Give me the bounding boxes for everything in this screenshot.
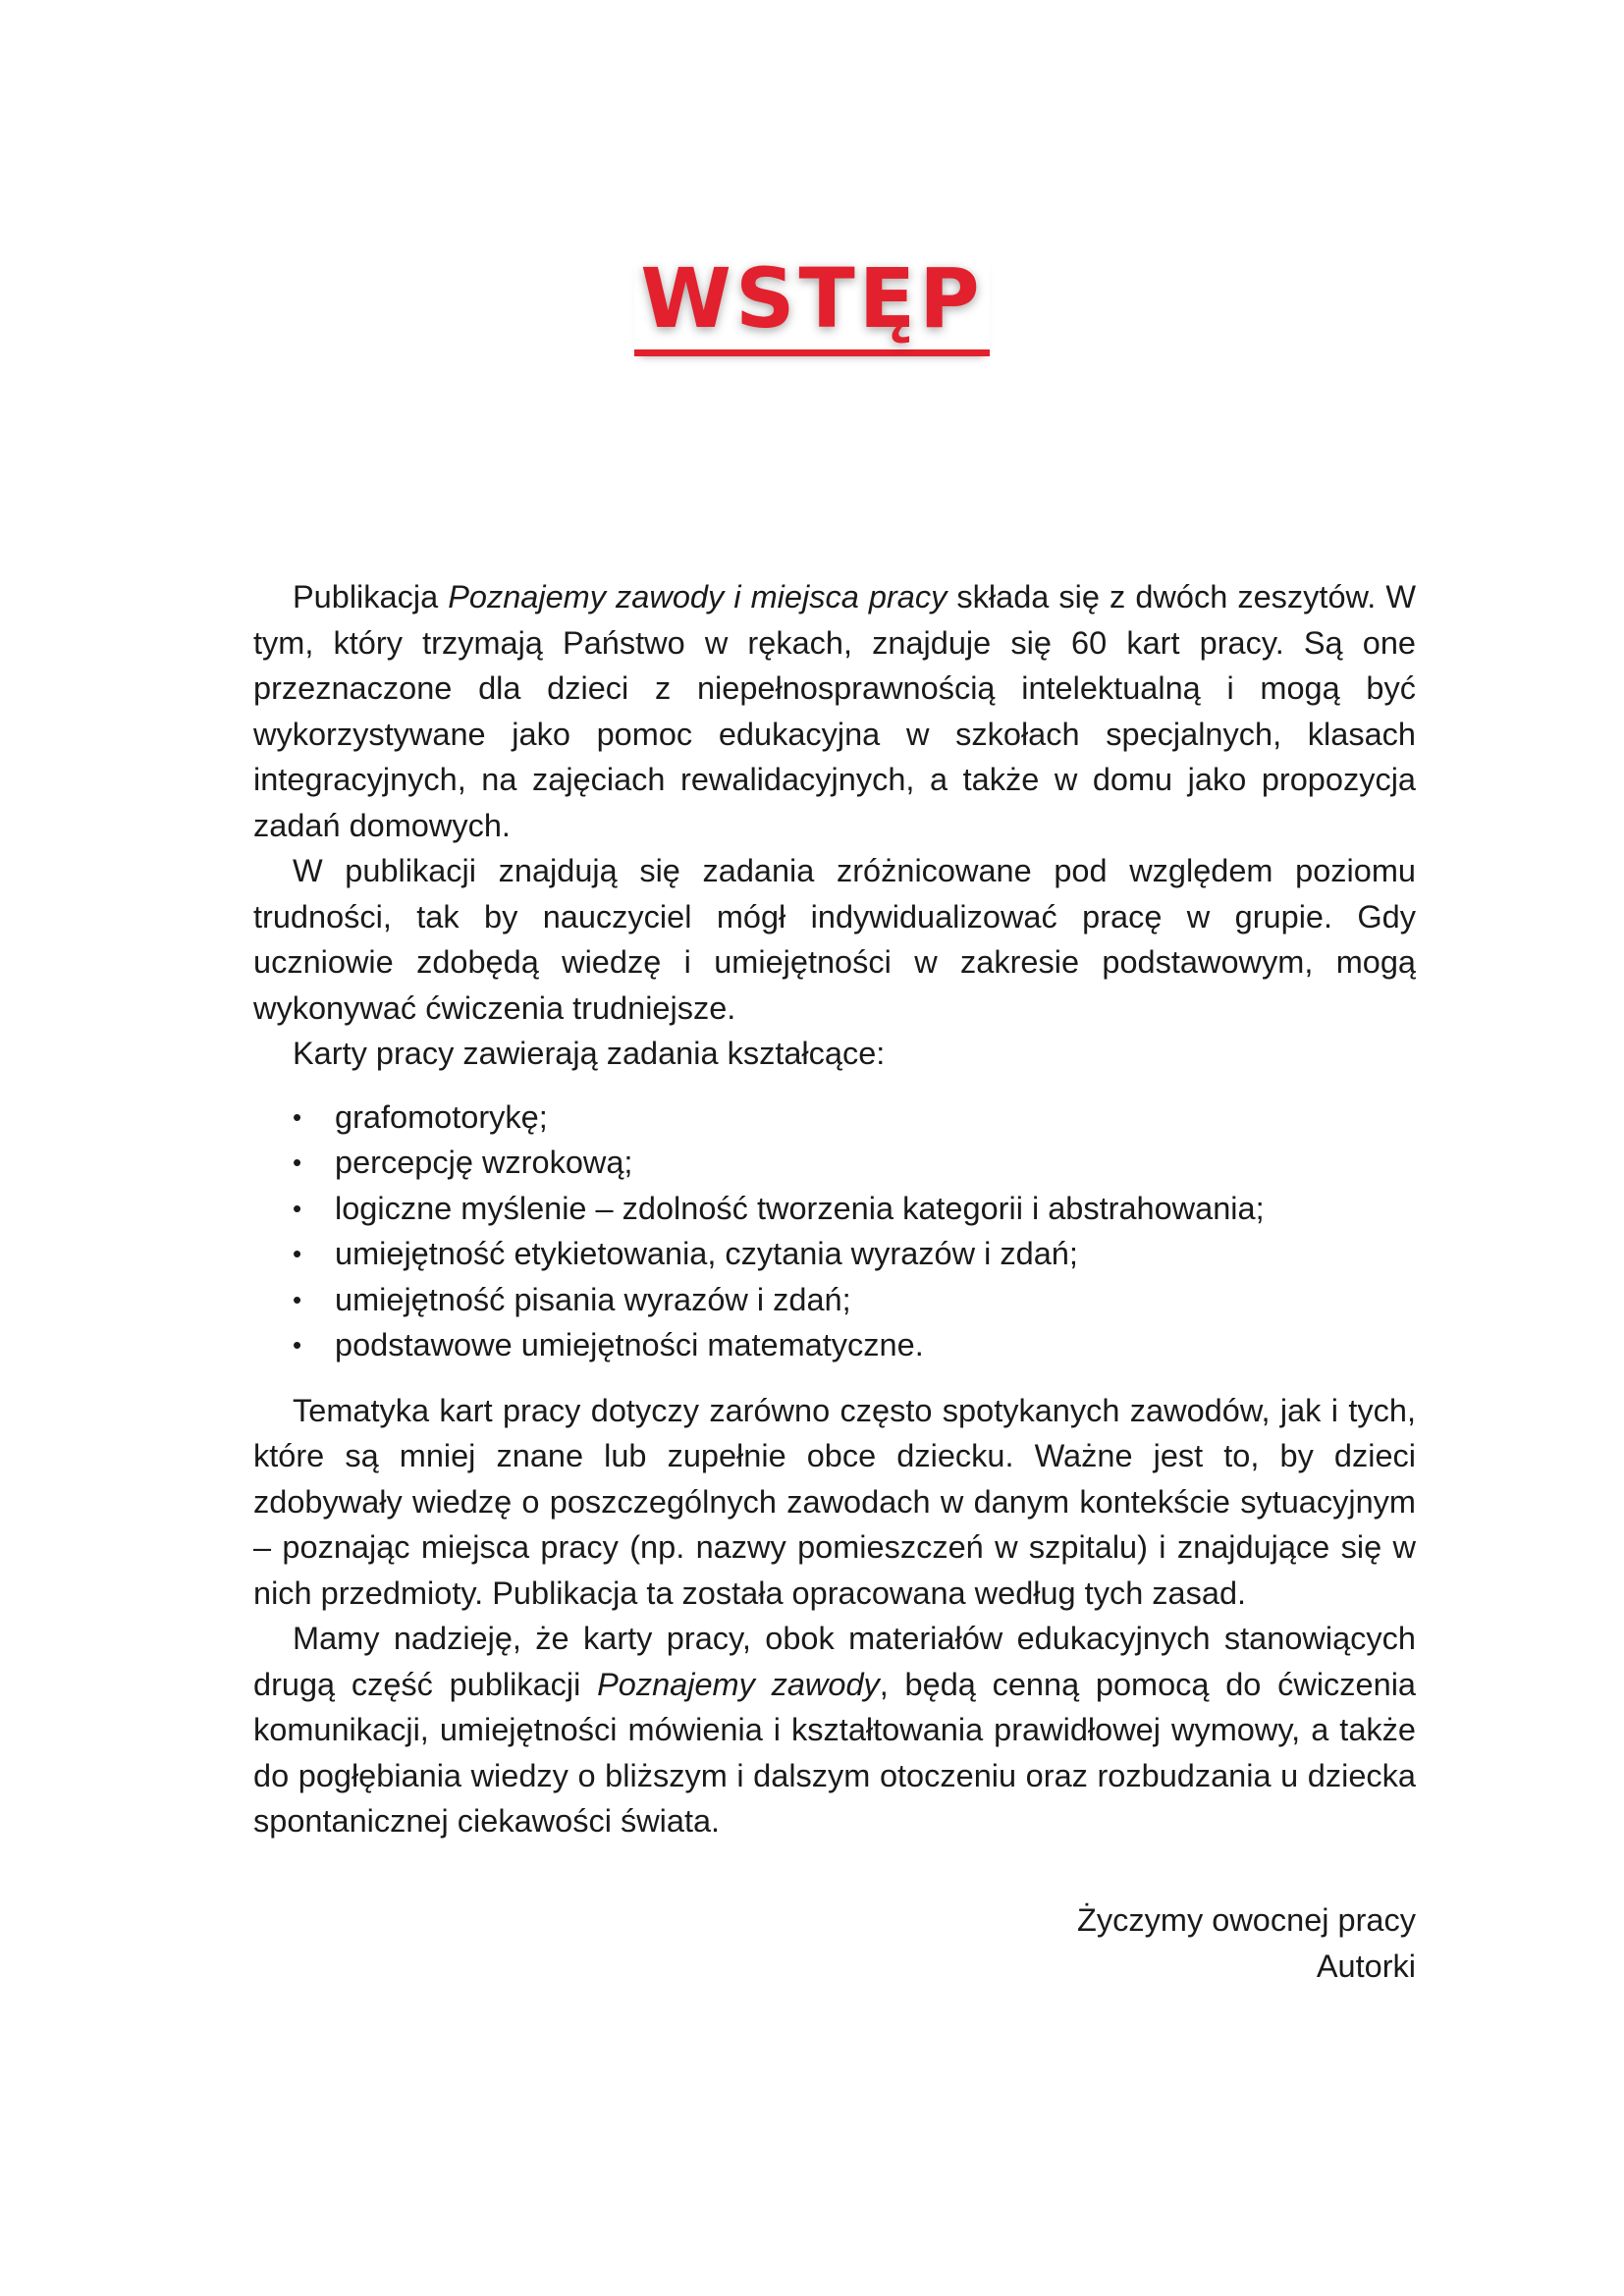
paragraph-intro-rest: składa się z dwóch zeszytów. W tym, który trzymają Państwo w rękach, znajduje się 60 kart pracy. Są one przeznaczone dla dzieci z niepełnosprawnością intelektualną i mogą być wykorzystywane jako pomoc edukacyjna w szkołach specjalnych, klasach integracyjnych, na zajęciach rewalidacyjnych, a także w domu jako propozycja zadań domowych. [253, 579, 1416, 843]
paragraph-hope-rest: , będą cenną pomocą do ćwiczenia komunikacji, umiejętności mówienia i kształtowania prawidłowej wymowy, a także do pogłębiania wiedzy o bliższym i dalszym otoczeniu oraz rozbudzania u dziecka spontanicznej ciekawości świata. [253, 1666, 1417, 1839]
paragraph-intro [253, 574, 1416, 848]
paragraph-hope-start: Mamy nadzieję, że karty pracy, obok materiałów edukacyjnych stanowiących drugą część publikacji [253, 1621, 1416, 1702]
list-item: • podstawowe umiejętności matematyczne. [293, 1322, 1416, 1368]
paragraph-intro-start: Publikacja [293, 579, 449, 614]
paragraph-difficulty: W publikacji znajdują się zadania zróżnicowane pod względem poziomu trudności, tak by nauczyciel mógł indywidualizować pracę w grupie. Gdy uczniowie zdobędą wiedzę i umiejętności w zakresie podstawowym, mogą wykonywać ćwiczenia trudniejsze. [253, 853, 1416, 1026]
list-item: • umiejętność etykietowania, czytania wyrazów i zdań; [293, 1231, 1416, 1277]
page-title: WSTĘP [634, 257, 989, 356]
list-item: • percepcję wzrokową; [293, 1140, 1416, 1186]
list-item: • grafomotorykę; [293, 1095, 1416, 1141]
skills-list [253, 1095, 1416, 1368]
paragraph-skills-lead: Karty pracy zawierają zadania kształcące: [293, 1036, 886, 1071]
paragraph-topics: Tematyka kart pracy dotyczy zarówno często spotykanych zawodów, jak i tych, które są mniej znane lub zupełnie obce dziecku. Ważne jest to, by dzieci zdobywały wiedzę o poszczególnych zawodach w danym kontekście sytuacyjnym – poznając miejsca pracy (np. nazwy pomieszczeń w szpitalu) i znajdujące się w nich przedmioty. Publikacja ta została opracowana według tych zasad. [253, 1392, 1416, 1611]
closing-wish: Życzymy owocnej pracy [1077, 1902, 1416, 1938]
list-item: • logiczne myślenie – zdolność tworzenia kategorii i abstrahowania; [293, 1186, 1416, 1232]
list-item: • umiejętność pisania wyrazów i zdań; [293, 1277, 1416, 1323]
title-container [0, 250, 1624, 356]
signature: Autorki [1316, 1948, 1416, 1984]
paragraph-hope [253, 1616, 1416, 1844]
body-text [253, 574, 1416, 1844]
publication-title: Poznajemy zawody i miejsca pracy [448, 579, 947, 614]
closing-block [253, 1897, 1416, 1989]
publication-part-title: Poznajemy zawody [597, 1666, 880, 1702]
